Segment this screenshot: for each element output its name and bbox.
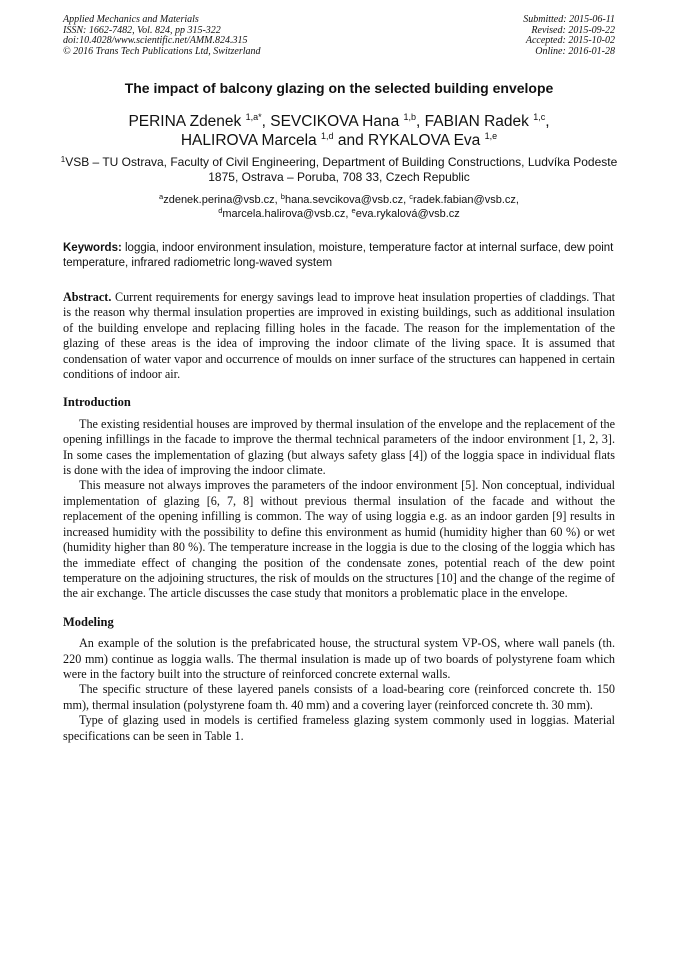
keywords-text: loggia, indoor environment insulation, moisture, temperature factor at internal surface, dew point temperature, infrared radiometric long-waved system — [63, 242, 614, 269]
email-mark: b — [280, 192, 285, 201]
email-mark: c — [409, 192, 413, 201]
paper-body — [63, 290, 615, 744]
paragraph: An example of the solution is the prefabricated house, the structural system VP-OS, where wall panels (th. 220 mm) continue as loggia walls. The thermal insulation is made up of two boards of polystyrene foam which were in the factory built into the structure of reinforced concrete external walls. — [63, 636, 615, 681]
email-separator: , — [345, 208, 352, 220]
section-heading-introduction: Introduction — [63, 395, 131, 410]
author-separator: , — [416, 113, 425, 130]
abstract-label: Abstract. — [63, 290, 112, 304]
email-mark: d — [218, 206, 223, 215]
email-mark: a — [159, 192, 164, 201]
affiliation-mark: 1 — [60, 155, 66, 164]
email-mark: e — [351, 206, 356, 215]
journal-info — [63, 15, 261, 57]
publication-dates — [523, 15, 615, 57]
author-separator: , — [545, 113, 550, 130]
author-separator: and — [333, 132, 368, 149]
author-name: RYKALOVA Eva — [368, 132, 481, 149]
email-list — [60, 193, 618, 221]
date-revised: Revised: 2015-09-22 — [531, 24, 615, 36]
date-submitted: Submitted: 2015-06-11 — [523, 14, 615, 25]
abstract — [63, 290, 615, 382]
email-separator: , — [515, 194, 519, 206]
email-address[interactable]: hana.sevcikova@vsb.cz — [284, 194, 404, 206]
date-accepted: Accepted: 2015-10-02 — [525, 35, 615, 47]
email-address[interactable]: marcela.halirova@vsb.cz — [222, 208, 346, 220]
abstract-text: Current requirements for energy savings lead to improve heat insulation properties of claddings. That is the reason why thermal insulation properties are improved in existing buildings, such as additional insulation of the building envelope and replacing filling holes in the facade. The reason for the implementation of the glazing of these areas is the idea of improving the indoor climate of the living space. It is assumed that condensation of water vapor and occurrence of moulds on inner surface of the structures can happened in certain conditions of indoor air. — [63, 290, 615, 382]
paragraph: Type of glazing used in models is certified frameless glazing system commonly used in loggias. Material specifications can be seen in Table 1. — [63, 713, 615, 743]
section-heading-modeling: Modeling — [63, 614, 114, 629]
email-address[interactable]: eva.rykalová@vsb.cz — [355, 208, 460, 220]
journal-name: Applied Mechanics and Materials — [63, 14, 199, 25]
journal-issn: ISSN: 1662-7482, Vol. 824, pp 315-322 — [63, 24, 221, 36]
author-affiliation-mark: 1,c — [533, 112, 546, 122]
keywords-label: Keywords: — [63, 242, 122, 254]
author-affiliation-mark: 1,b — [403, 112, 417, 122]
email-separator: , — [403, 194, 410, 206]
email-separator: , — [274, 194, 281, 206]
affiliation — [60, 155, 618, 185]
author-affiliation-mark: 1,d — [321, 131, 334, 141]
author-name: SEVCIKOVA Hana — [270, 113, 400, 130]
paragraph: The specific structure of these layered panels consists of a load-bearing core (reinforced concrete th. 150 mm), thermal insulation (polystyrene foam th. 40 mm) and a covering layer (reinforced concrete th. 30 mm). — [63, 682, 615, 712]
paragraph: This measure not always improves the parameters of the indoor environment [5]. Non conceptual, individual implementation of glazing [6, 7, 8] without previous thermal insulation of the facade and without the replacement of the opening infilling is common. The way of using loggia e.g. as an indoor garden [9] results in increased humidity with the possibility to define this environment as humid (humidity higher than 60 %) or wet (humidity higher than 80 %). The temperature increase in the loggia is due to the closing of the loggia which has the immediate effect of changing the position of the condensate zones, potential reach of the dew point temperature on the adjoining structures, the risk of moulds on the structures [10] and the change of the regime of the air exchange. The article discusses the case study that monitors a problematic place in the envelope. — [63, 478, 615, 601]
author-name: FABIAN Radek — [424, 113, 529, 130]
author-separator: , — [261, 113, 271, 130]
paragraph: The existing residential houses are improved by thermal insulation of the envelope and the replacement of the opening infillings in the facade to improve the thermal technical parameters of the indoor environment [1, 2, 3]. In some cases the implementation of glazing (but always safety glass [4]) of the loggia space in individual flats is done with the idea of improving the indoor climate. — [63, 416, 615, 478]
author-name: HALIROVA Marcela — [180, 132, 317, 149]
affiliation-text: VSB – TU Ostrava, Faculty of Civil Engineering, Department of Building Constructions, Ludvíka Podeste 1875, Ostrava – Poruba, 708 33, Czech Republic — [65, 155, 618, 184]
author-affiliation-mark: 1,e — [484, 131, 498, 141]
author-list — [60, 112, 618, 150]
journal-doi: doi:10.4028/www.scientific.net/AMM.824.315 — [63, 35, 248, 47]
email-address[interactable]: zdenek.perina@vsb.cz — [163, 194, 275, 206]
paper-title: The impact of balcony glazing on the selected building envelope — [124, 80, 554, 96]
author-name: PERINA Zdenek — [128, 113, 242, 130]
author-affiliation-mark: 1,a* — [245, 112, 262, 122]
date-online: Online: 2016-01-28 — [535, 45, 615, 57]
email-address[interactable]: radek.fabian@vsb.cz — [413, 194, 516, 206]
journal-copyright: © 2016 Trans Tech Publications Ltd, Switzerland — [63, 45, 261, 57]
keywords — [63, 241, 615, 270]
